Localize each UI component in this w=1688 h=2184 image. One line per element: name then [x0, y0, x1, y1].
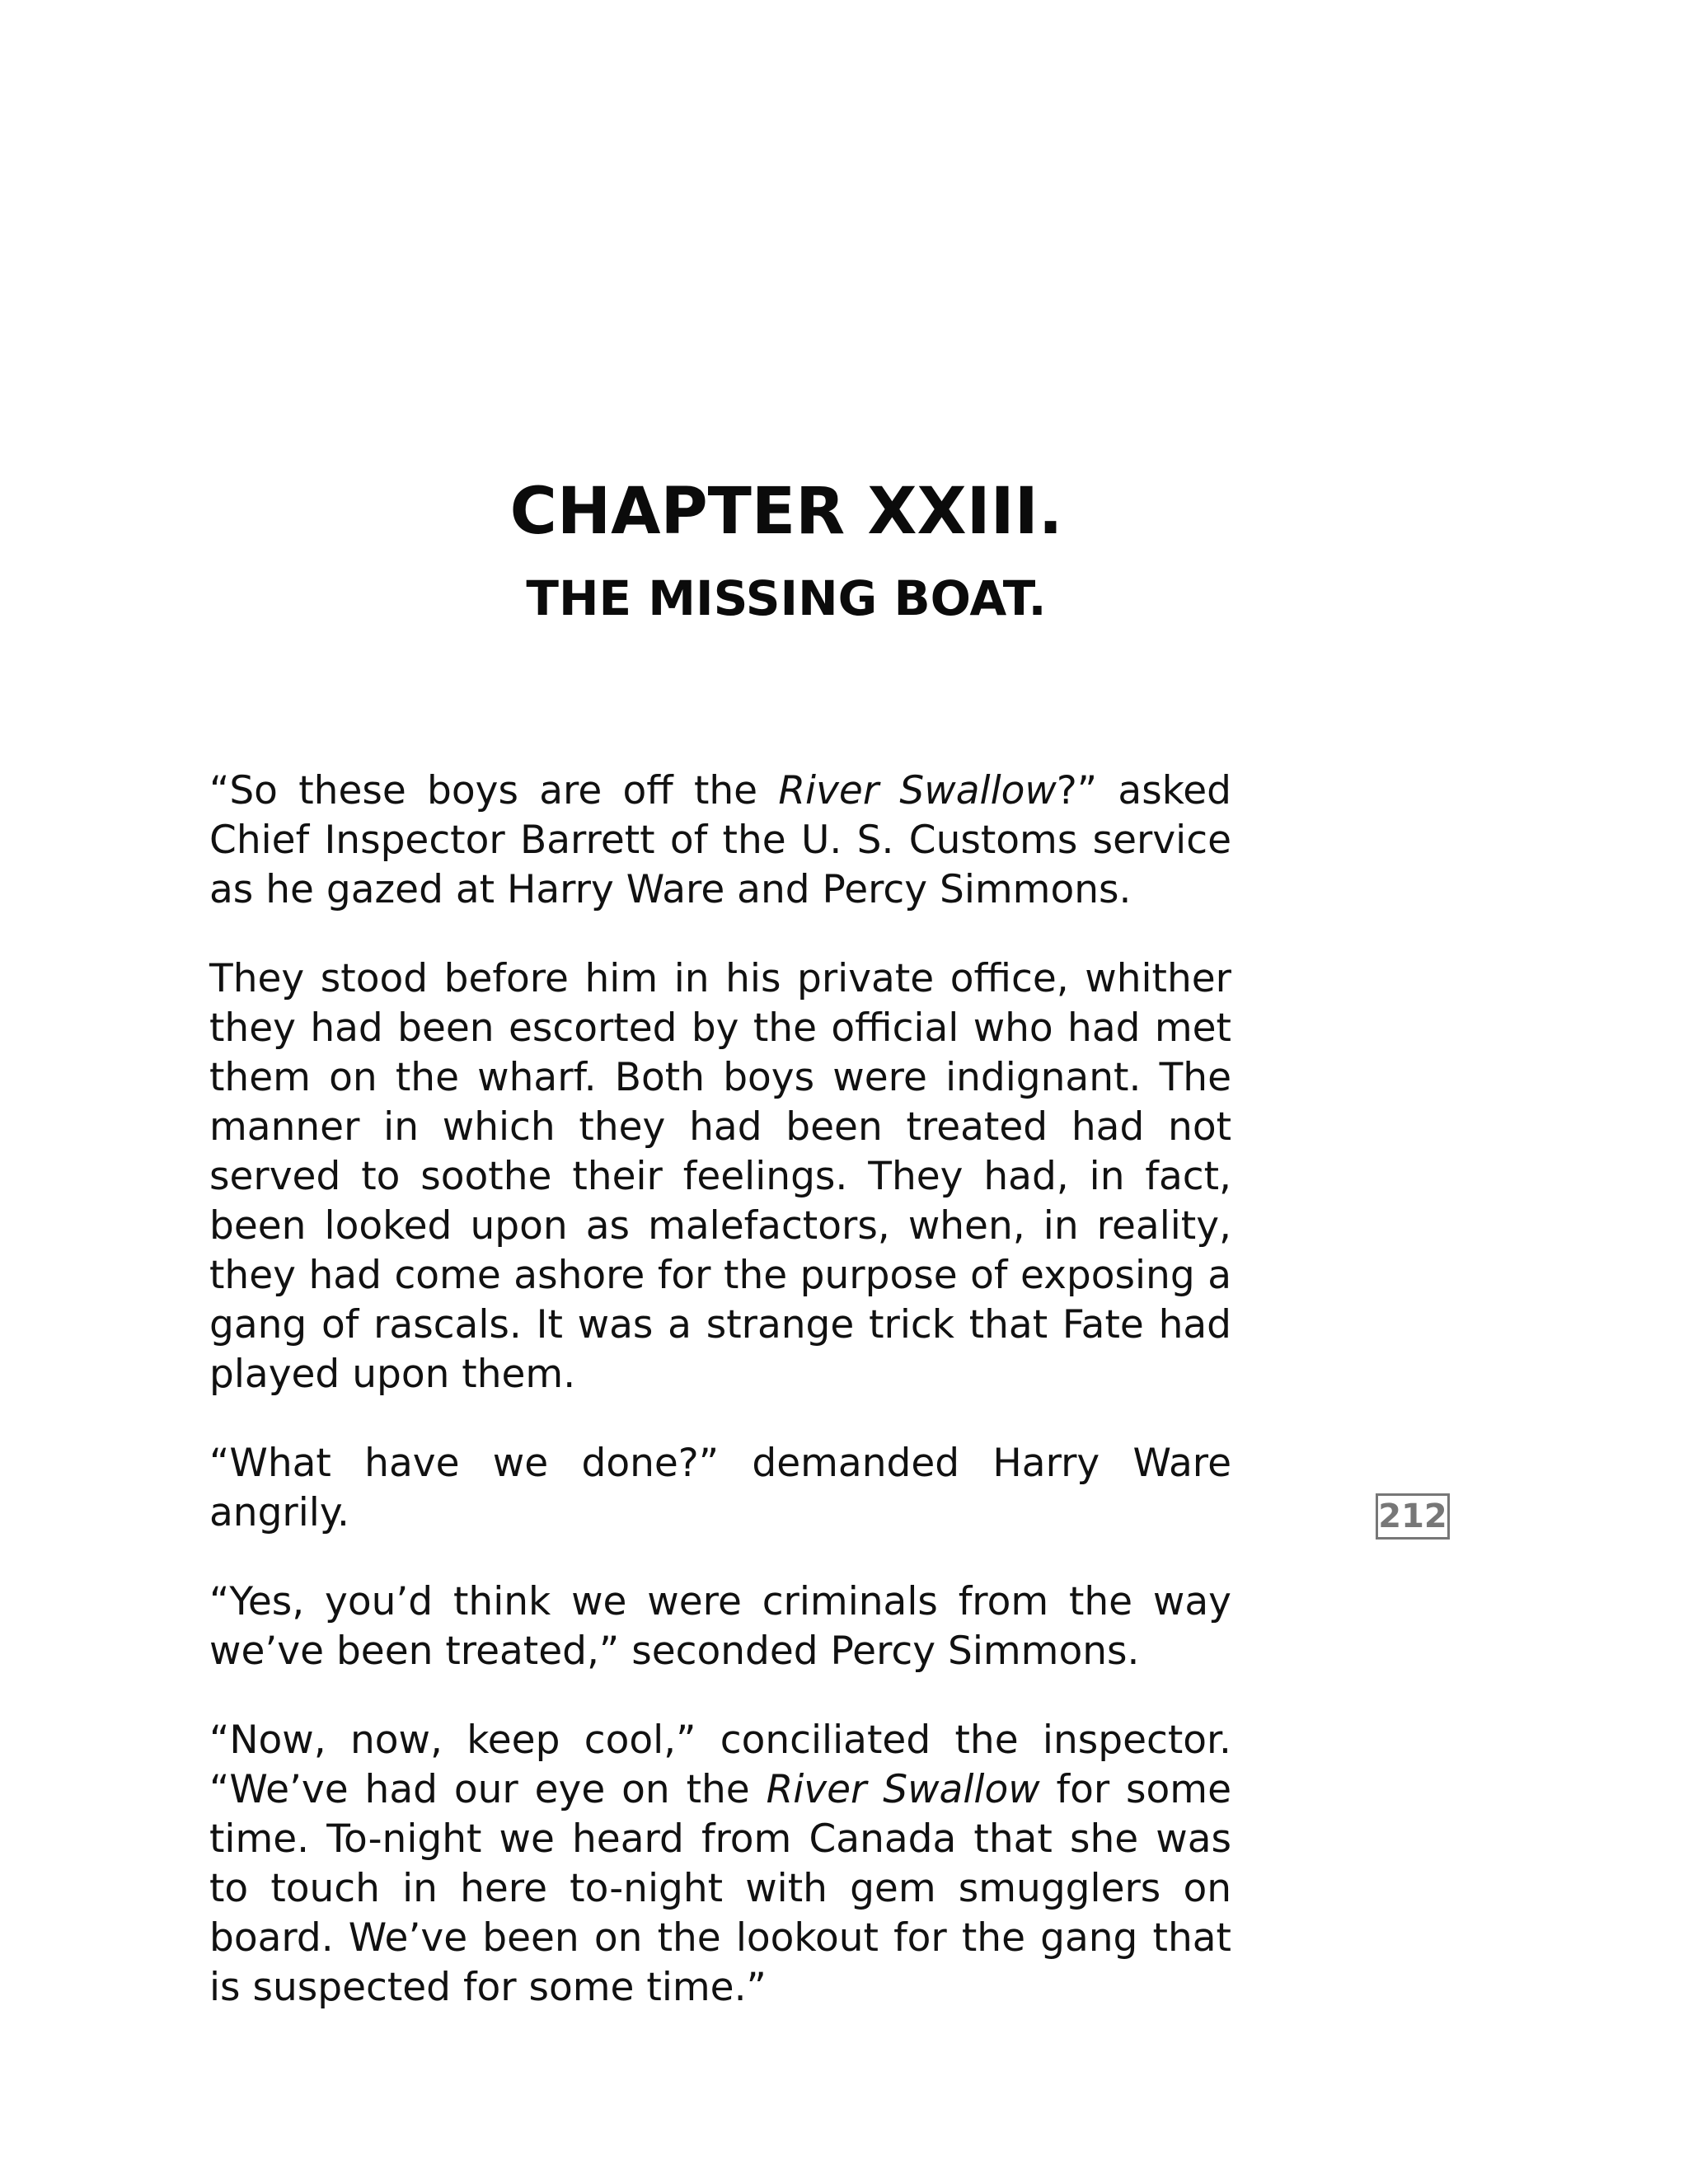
paragraph [209, 1716, 1231, 2013]
ship-name-italic: River Swallow [778, 768, 1057, 813]
paragraph-text: “What have we done?” demanded Harry Ware angrily. [209, 1441, 1231, 1535]
paragraph [209, 1577, 1231, 1676]
chapter-heading: CHAPTER XXIII. [509, 475, 1063, 549]
ship-name-italic: River Swallow [766, 1767, 1040, 1812]
body-text [209, 766, 1231, 2052]
paragraph [209, 1439, 1231, 1538]
paragraph [209, 766, 1231, 915]
paragraph-text: “Yes, you’d think we were criminals from the way we’ve been treated,” seconded Percy Simmons. [209, 1579, 1231, 1674]
page-number-badge: 212 [1376, 1493, 1450, 1540]
paragraph-text: for some time. To-night we heard from Canada that she was to touch in here to-night with gem smugglers on board. We’ve been on the lookout for the gang that is suspected for some time.” [209, 1767, 1231, 2010]
paragraph-text: “Now, now, keep cool,” conciliated the inspector. “We’ve had our eye on the [209, 1718, 1231, 1812]
paragraph-text: “So these boys are off the [209, 768, 779, 813]
paragraph-text: ?” asked Chief Inspector Barrett of the U. S. Customs service as he gazed at Harry Ware and Percy Simmons. [209, 768, 1231, 912]
paragraph [209, 954, 1231, 1399]
chapter-subtitle: THE MISSING BOAT. [526, 570, 1047, 626]
paragraph-text: They stood before him in his private office, whither they had been escorted by the official who had met them on the wharf. Both boys were indignant. The manner in which they had been treated had not served to soothe their feelings. They had, in fact, been looked upon as malefactors, when, in reality, they had come ashore for the purpose of exposing a gang of rascals. It was a strange trick that Fate had played upon them. [209, 956, 1231, 1397]
